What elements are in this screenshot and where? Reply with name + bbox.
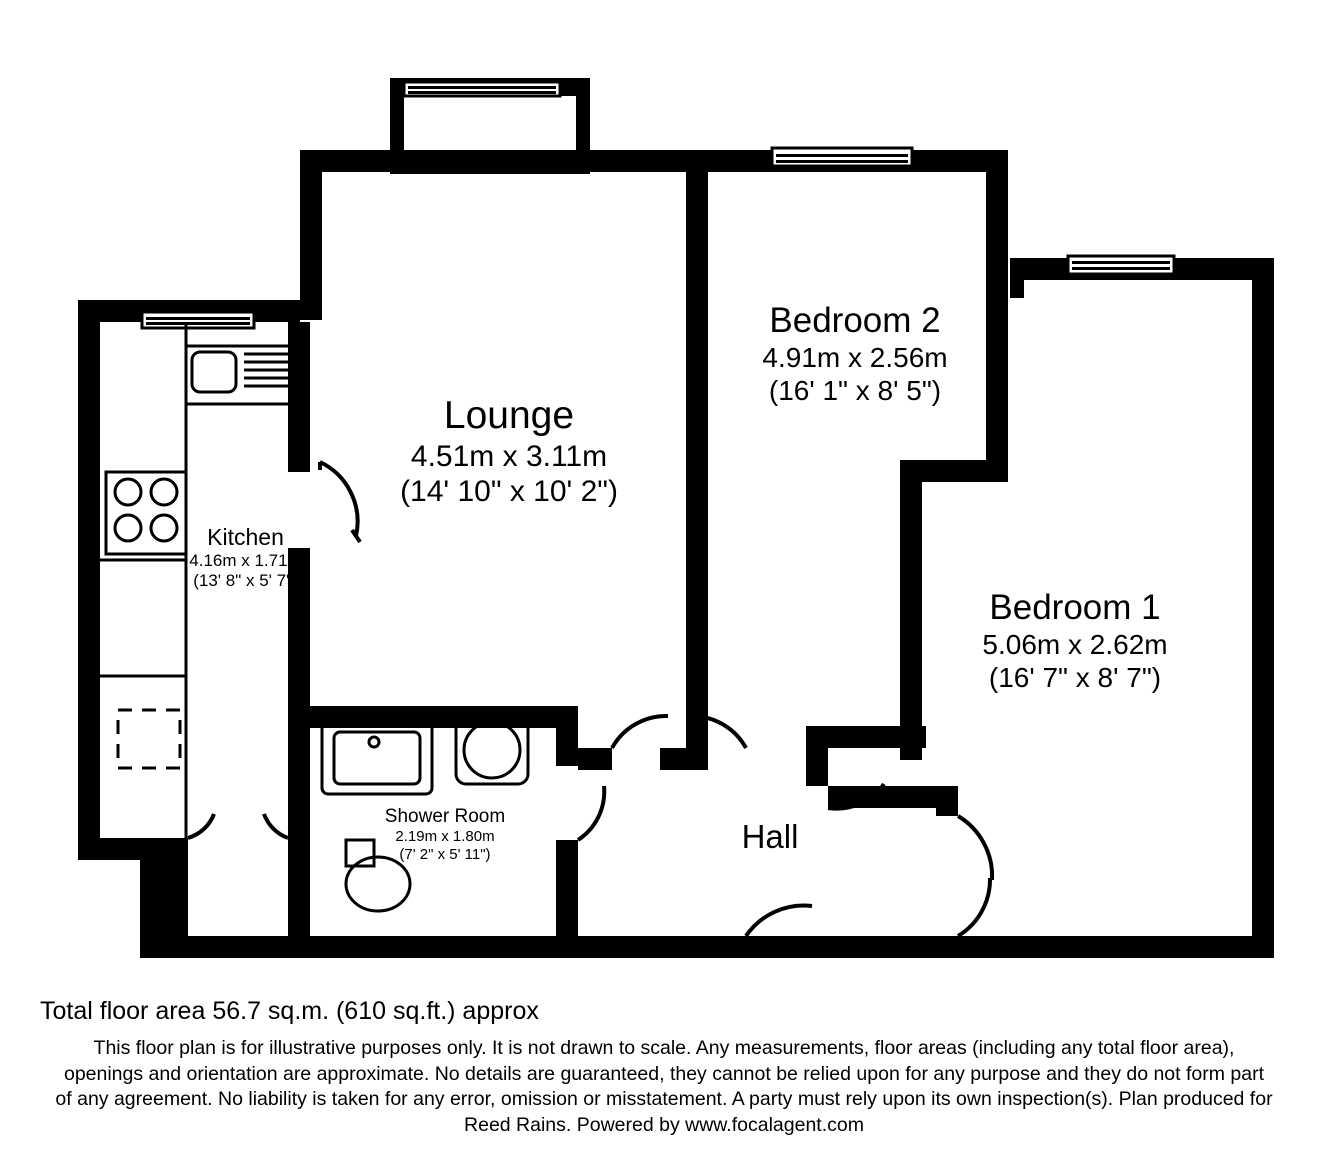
room-dim-imperial-bedroom-1: (16' 7" x 8' 7"): [988, 662, 1162, 694]
room-dim-metric-bedroom-1: 5.06m x 2.62m: [982, 629, 1168, 661]
room-label-bedroom-2: [650, 300, 1060, 407]
room-dim-metric-kitchen: 4.16m x 1.71m: [189, 551, 302, 571]
room-name-shower-room: Shower Room: [384, 806, 506, 827]
room-dim-metric-bedroom-2: 4.91m x 2.56m: [762, 342, 948, 374]
room-dim-metric-lounge: 4.51m x 3.11m: [410, 440, 608, 474]
room-dim-imperial-lounge: (14' 10" x 10' 2"): [400, 475, 618, 509]
footer: [0, 985, 1328, 1139]
room-name-bedroom-1: Bedroom 1: [989, 588, 1161, 627]
room-name-lounge: Lounge: [443, 394, 575, 437]
room-label-kitchen: [128, 524, 363, 591]
room-dim-imperial-kitchen: (13' 8" x 5' 7"): [193, 571, 298, 591]
room-label-bedroom-1: [870, 587, 1280, 694]
room-label-shower-room: [315, 806, 575, 864]
room-dim-metric-shower-room: 2.19m x 1.80m: [395, 828, 495, 846]
room-label-lounge: [304, 393, 714, 510]
total-floor-area-text: Total floor area 56.7 sq.m. (610 sq.ft.) approx: [40, 997, 539, 1025]
room-label-hall: [640, 818, 900, 857]
room-name-bedroom-2: Bedroom 2: [769, 301, 941, 340]
disclaimer-text: This floor plan is for illustrative purposes only. It is not drawn to scale. Any measurements, floor areas (including any total floor area), openings and orientation are approximate. No details are guaranteed, they cannot be relied upon for any purpose and they do not form part of any agreement. No liability is taken for any error, omission or misstatement. A party must rely upon its own inspection(s). Plan produced for Reed Rains. Powered by www.focalagent.com: [55, 1037, 1273, 1137]
room-name-kitchen: Kitchen: [207, 524, 284, 550]
room-name-hall: Hall: [741, 818, 799, 855]
room-dim-imperial-bedroom-2: (16' 1" x 8' 5"): [768, 375, 942, 407]
room-dim-imperial-shower-room: (7' 2" x 5' 11"): [399, 846, 491, 864]
